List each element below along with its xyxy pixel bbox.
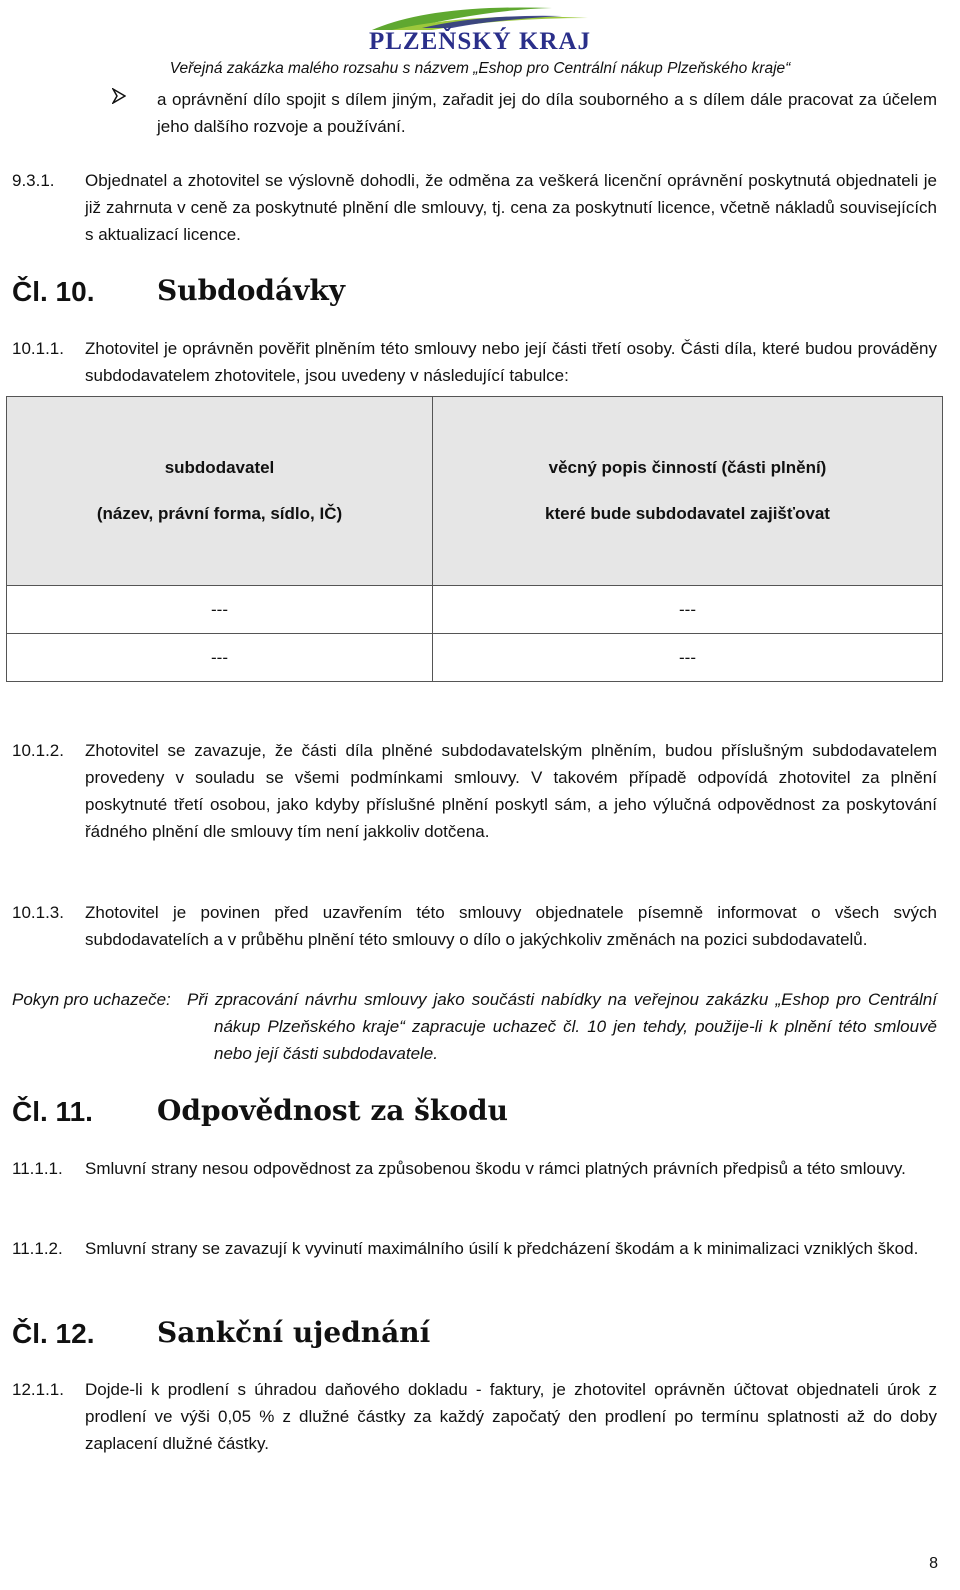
clause-text: Zhotovitel je povinen před uzavřením této smlouvy objednatele písemně informovat o všech svých subdodavatelích a v průběhu plnění této smlouvy o dílo o jakýchkoliv změnách na pozici subdodavatelů. [85,903,937,949]
header-line: které bude subdodavatel zajišťovat [545,504,830,523]
table-header-row [7,397,943,586]
table-cell: --- [7,634,433,682]
page-number: 8 [929,1555,938,1572]
instruction-label: Pokyn pro uchazeče: [12,990,171,1009]
chapter-title: Sankční ujednání [157,1316,431,1349]
header-line: (název, právní forma, sídlo, IČ) [96,504,343,523]
clause-number: 11.1.2. [12,1239,63,1258]
header-logo [0,0,960,58]
table-row [7,586,943,634]
chapter-number: Čl. 10. [12,276,95,307]
clause-text: Zhotovitel se zavazuje, že části díla plněné subdodavatelským plněním, budou příslušným subdodavatelem provedeny v souladu se všemi podmínkami smlouvy. V takovém případě odpovídá zhotovitel za plnění poskytnuté třetí osobou, jako kdyby příslušné plnění poskytl sám, a jeho výlučná odpovědnost za poskytování řádného plnění dle smlouvy tím není jakkoliv dotčena. [85,741,937,841]
table-cell: --- [433,586,943,634]
clause-number: 10.1.3. [12,903,64,922]
clause-text: Objednatel a zhotovitel se výslovně dohodli, že odměna za veškerá licenční oprávnění poskytnutá objednateli je již zahrnuta v ceně za poskytnuté plnění dle smlouvy, tj. cena za poskytnutí licence, včetně nákladů souvisejících s aktualizací licence. [85,171,937,244]
bullet-item-text: a oprávnění dílo spojit s dílem jiným, zařadit jej do díla souborného a s dílem dále pracovat za účelem jeho dalšího rozvoje a používání. [157,90,937,136]
header-subtitle: Veřejná zakázka malého rozsahu s názvem „Eshop pro Centrální nákup Plzeňského kraje“ [169,60,791,77]
table-header-cell [7,397,433,586]
subcontractor-table [6,396,943,682]
chapter-title: Subdodávky [157,274,346,307]
clause-number: 12.1.1. [12,1380,64,1399]
clause-number: 9.3.1. [12,171,55,190]
clause-text: Dojde-li k prodlení s úhradou daňového dokladu - faktury, je zhotovitel oprávněn účtovat objednateli úrok z prodlení ve výši 0,05 % z dlužné částky za každý započatý den prodlení po termínu splatnosti až do doby zaplacení dlužné částky. [85,1380,937,1453]
clause-text: Smluvní strany nesou odpovědnost za způsobenou škodu v rámci platných právních předpisů a této smlouvy. [85,1159,906,1178]
header-line: věcný popis činností (části plnění) [548,458,827,477]
clause-number: 10.1.1. [12,339,64,358]
chapter-title: Odpovědnost za škodu [157,1094,508,1127]
header-line: subdodavatel [164,458,275,477]
instruction-text: Při zpracování návrhu smlouvy jako součásti nabídky na veřejnou zakázku „Eshop pro Centrální nákup Plzeňského kraje“ zapracuje uchazeč čl. 10 jen tehdy, použije-li k plnění této smlouvě nebo její části subdodavatele. [187,990,937,1063]
clause-text: Zhotovitel je oprávněn pověřit plněním této smlouvy nebo její části třetí osoby. Části díla, které budou prováděny subdodavatelem zhotovitele, jsou uvedeny v následující tabulce: [85,339,937,385]
logo-text: PLZEŇSKÝ KRAJ [368,28,592,55]
table-header-cell [433,397,943,586]
chapter-number: Čl. 11. [12,1096,93,1127]
clause-text: Smluvní strany se zavazují k vyvinutí maximálního úsilí k předcházení škodám a k minimalizaci vzniklých škod. [85,1239,919,1258]
table-cell: --- [7,586,433,634]
bullet-arrow-icon [112,88,126,109]
clause-number: 11.1.1. [12,1159,63,1178]
clause-number: 10.1.2. [12,741,64,760]
chapter-number: Čl. 12. [12,1318,95,1349]
table-row [7,634,943,682]
table-cell: --- [433,634,943,682]
